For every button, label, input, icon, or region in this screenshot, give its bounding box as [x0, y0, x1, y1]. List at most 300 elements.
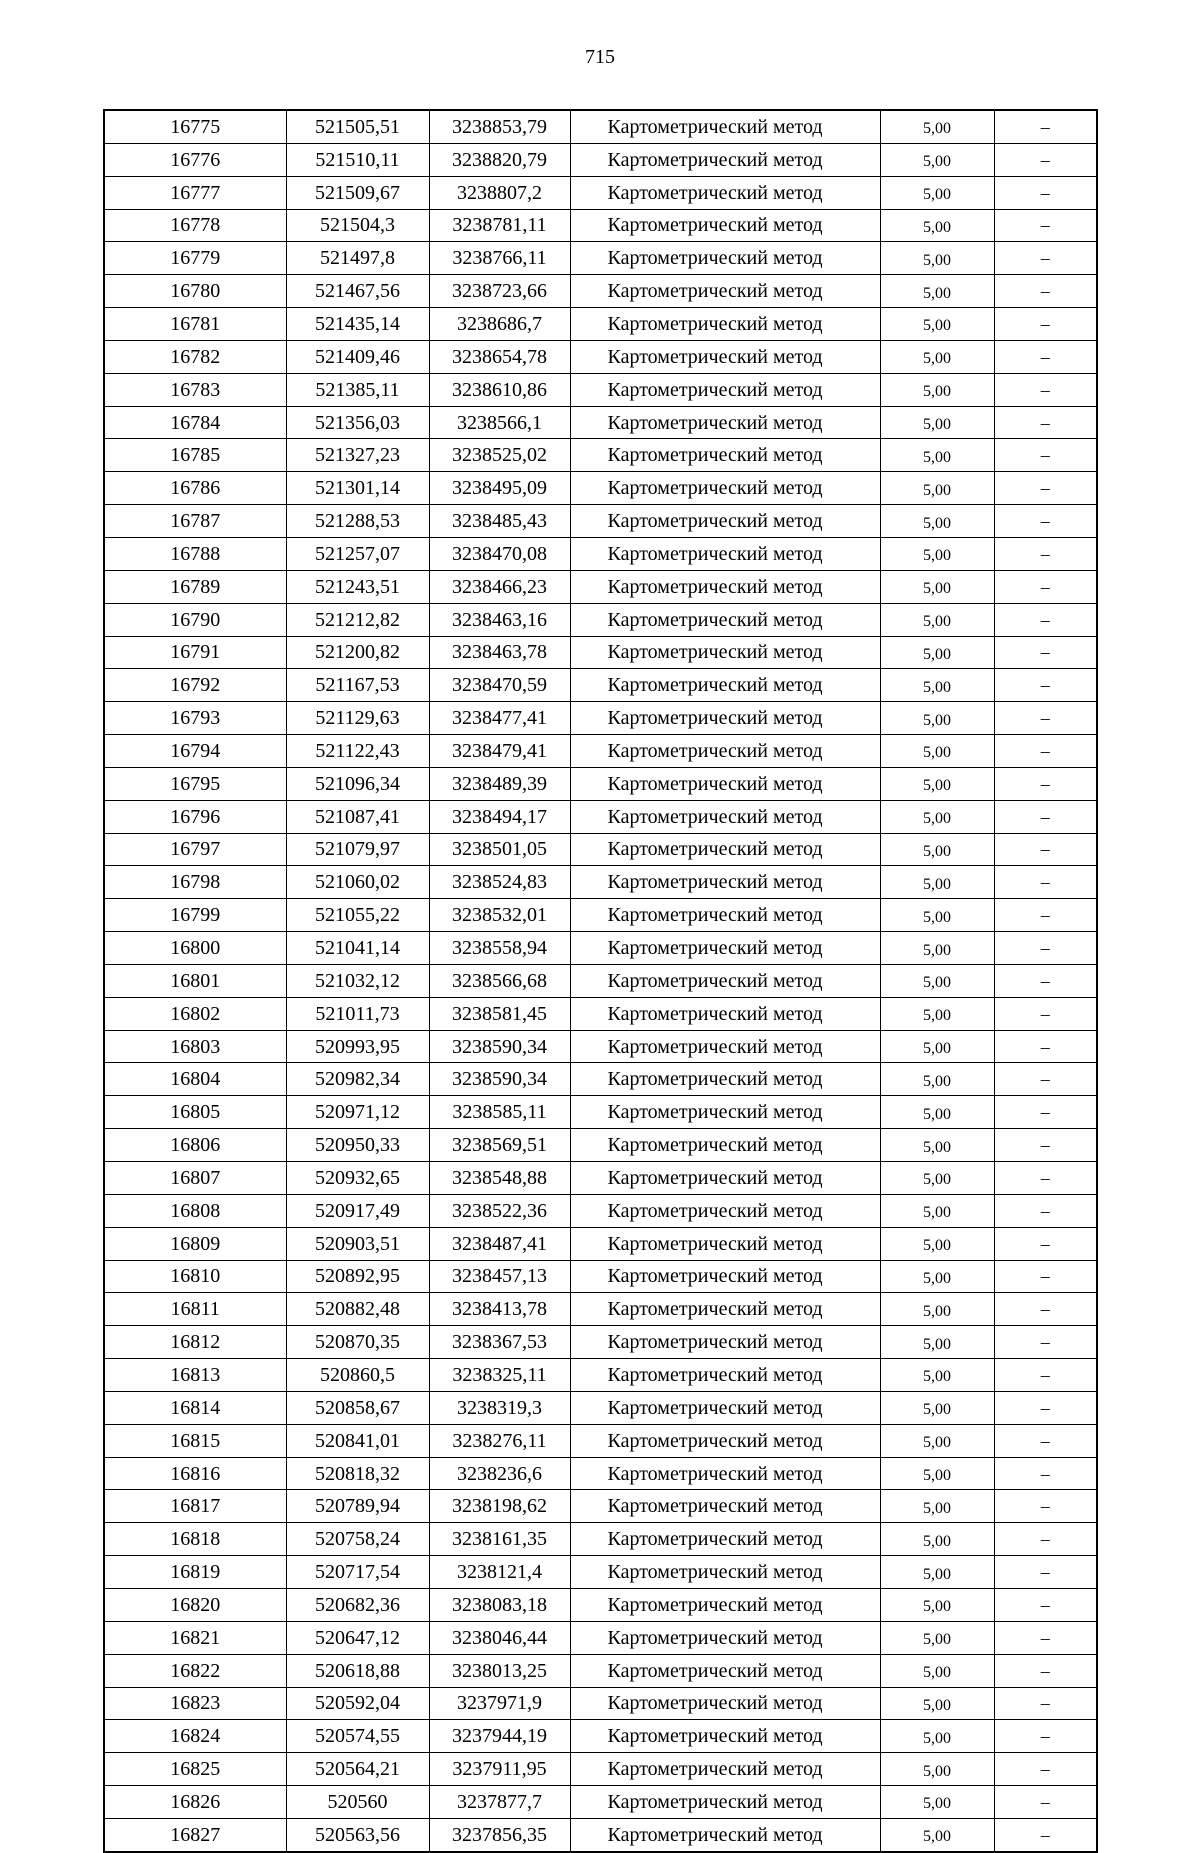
error-cell: 5,00	[880, 1063, 994, 1096]
note-cell: –	[994, 439, 1097, 472]
y-coordinate-cell: 3238479,41	[429, 735, 570, 768]
table-row	[104, 1687, 1097, 1720]
table-row	[104, 1293, 1097, 1326]
method-cell: Картометрический метод	[570, 472, 880, 505]
x-coordinate-cell: 521257,07	[286, 537, 429, 570]
table-row	[104, 110, 1097, 143]
point-number-cell: 16787	[104, 505, 286, 538]
error-cell: 5,00	[880, 406, 994, 439]
note-cell: –	[994, 702, 1097, 735]
x-coordinate-cell: 520917,49	[286, 1194, 429, 1227]
x-coordinate-cell: 521435,14	[286, 308, 429, 341]
y-coordinate-cell: 3238590,34	[429, 1063, 570, 1096]
y-coordinate-cell: 3238522,36	[429, 1194, 570, 1227]
table-row	[104, 1556, 1097, 1589]
method-cell: Картометрический метод	[570, 1753, 880, 1786]
note-cell: –	[994, 1654, 1097, 1687]
error-cell: 5,00	[880, 1818, 994, 1851]
x-coordinate-cell: 520858,67	[286, 1391, 429, 1424]
method-cell: Картометрический метод	[570, 1096, 880, 1129]
table-row	[104, 1359, 1097, 1392]
method-cell: Картометрический метод	[570, 1326, 880, 1359]
point-number-cell: 16815	[104, 1424, 286, 1457]
method-cell: Картометрический метод	[570, 767, 880, 800]
method-cell: Картометрический метод	[570, 110, 880, 143]
point-number-cell: 16826	[104, 1786, 286, 1819]
y-coordinate-cell: 3238853,79	[429, 110, 570, 143]
method-cell: Картометрический метод	[570, 1621, 880, 1654]
point-number-cell: 16794	[104, 735, 286, 768]
note-cell: –	[994, 1096, 1097, 1129]
table-row	[104, 1818, 1097, 1851]
table-row	[104, 636, 1097, 669]
note-cell: –	[994, 1162, 1097, 1195]
table-row	[104, 669, 1097, 702]
error-cell: 5,00	[880, 1096, 994, 1129]
x-coordinate-cell: 520592,04	[286, 1687, 429, 1720]
x-coordinate-cell: 520950,33	[286, 1129, 429, 1162]
method-cell: Картометрический метод	[570, 176, 880, 209]
point-number-cell: 16801	[104, 964, 286, 997]
method-cell: Картометрический метод	[570, 406, 880, 439]
x-coordinate-cell: 520564,21	[286, 1753, 429, 1786]
x-coordinate-cell: 520789,94	[286, 1490, 429, 1523]
error-cell: 5,00	[880, 800, 994, 833]
x-coordinate-cell: 521055,22	[286, 899, 429, 932]
x-coordinate-cell: 521200,82	[286, 636, 429, 669]
note-cell: –	[994, 406, 1097, 439]
table-row	[104, 439, 1097, 472]
error-cell: 5,00	[880, 702, 994, 735]
table-row	[104, 1457, 1097, 1490]
method-cell: Картометрический метод	[570, 1129, 880, 1162]
table-row	[104, 1194, 1097, 1227]
x-coordinate-cell: 520903,51	[286, 1227, 429, 1260]
y-coordinate-cell: 3238807,2	[429, 176, 570, 209]
error-cell: 5,00	[880, 1129, 994, 1162]
note-cell: –	[994, 505, 1097, 538]
table-row	[104, 176, 1097, 209]
note-cell: –	[994, 669, 1097, 702]
note-cell: –	[994, 143, 1097, 176]
error-cell: 5,00	[880, 866, 994, 899]
method-cell: Картометрический метод	[570, 1687, 880, 1720]
method-cell: Картометрический метод	[570, 1030, 880, 1063]
x-coordinate-cell: 521167,53	[286, 669, 429, 702]
x-coordinate-cell: 521356,03	[286, 406, 429, 439]
x-coordinate-cell: 520647,12	[286, 1621, 429, 1654]
method-cell: Картометрический метод	[570, 242, 880, 275]
error-cell: 5,00	[880, 143, 994, 176]
note-cell: –	[994, 570, 1097, 603]
y-coordinate-cell: 3238781,11	[429, 209, 570, 242]
x-coordinate-cell: 520932,65	[286, 1162, 429, 1195]
method-cell: Картометрический метод	[570, 1359, 880, 1392]
table-row	[104, 340, 1097, 373]
y-coordinate-cell: 3238463,16	[429, 603, 570, 636]
note-cell: –	[994, 1359, 1097, 1392]
x-coordinate-cell: 520574,55	[286, 1720, 429, 1753]
table-row	[104, 406, 1097, 439]
y-coordinate-cell: 3238532,01	[429, 899, 570, 932]
table-row	[104, 275, 1097, 308]
method-cell: Картометрический метод	[570, 603, 880, 636]
note-cell: –	[994, 1030, 1097, 1063]
point-number-cell: 16803	[104, 1030, 286, 1063]
y-coordinate-cell: 3238489,39	[429, 767, 570, 800]
error-cell: 5,00	[880, 1227, 994, 1260]
table-row	[104, 866, 1097, 899]
method-cell: Картометрический метод	[570, 308, 880, 341]
table-row	[104, 242, 1097, 275]
table-row	[104, 1424, 1097, 1457]
error-cell: 5,00	[880, 1556, 994, 1589]
y-coordinate-cell: 3238236,6	[429, 1457, 570, 1490]
note-cell: –	[994, 833, 1097, 866]
table-row	[104, 964, 1097, 997]
y-coordinate-cell: 3238319,3	[429, 1391, 570, 1424]
point-number-cell: 16789	[104, 570, 286, 603]
y-coordinate-cell: 3238477,41	[429, 702, 570, 735]
x-coordinate-cell: 520993,95	[286, 1030, 429, 1063]
error-cell: 5,00	[880, 1030, 994, 1063]
method-cell: Картометрический метод	[570, 702, 880, 735]
method-cell: Картометрический метод	[570, 636, 880, 669]
error-cell: 5,00	[880, 1359, 994, 1392]
method-cell: Картометрический метод	[570, 833, 880, 866]
method-cell: Картометрический метод	[570, 1523, 880, 1556]
y-coordinate-cell: 3238485,43	[429, 505, 570, 538]
point-number-cell: 16788	[104, 537, 286, 570]
x-coordinate-cell: 521129,63	[286, 702, 429, 735]
method-cell: Картометрический метод	[570, 275, 880, 308]
error-cell: 5,00	[880, 439, 994, 472]
point-number-cell: 16781	[104, 308, 286, 341]
note-cell: –	[994, 176, 1097, 209]
table-row	[104, 1523, 1097, 1556]
method-cell: Картометрический метод	[570, 1786, 880, 1819]
error-cell: 5,00	[880, 997, 994, 1030]
y-coordinate-cell: 3238766,11	[429, 242, 570, 275]
note-cell: –	[994, 997, 1097, 1030]
note-cell: –	[994, 1326, 1097, 1359]
error-cell: 5,00	[880, 1621, 994, 1654]
error-cell: 5,00	[880, 669, 994, 702]
y-coordinate-cell: 3238121,4	[429, 1556, 570, 1589]
error-cell: 5,00	[880, 767, 994, 800]
error-cell: 5,00	[880, 537, 994, 570]
method-cell: Картометрический метод	[570, 570, 880, 603]
table-row	[104, 997, 1097, 1030]
table-row	[104, 1753, 1097, 1786]
x-coordinate-cell: 520860,5	[286, 1359, 429, 1392]
error-cell: 5,00	[880, 1424, 994, 1457]
method-cell: Картометрический метод	[570, 439, 880, 472]
note-cell: –	[994, 275, 1097, 308]
x-coordinate-cell: 520971,12	[286, 1096, 429, 1129]
table-row	[104, 1621, 1097, 1654]
y-coordinate-cell: 3238470,08	[429, 537, 570, 570]
point-number-cell: 16813	[104, 1359, 286, 1392]
y-coordinate-cell: 3238413,78	[429, 1293, 570, 1326]
y-coordinate-cell: 3238325,11	[429, 1359, 570, 1392]
error-cell: 5,00	[880, 1720, 994, 1753]
point-number-cell: 16778	[104, 209, 286, 242]
method-cell: Картометрический метод	[570, 800, 880, 833]
method-cell: Картометрический метод	[570, 1260, 880, 1293]
error-cell: 5,00	[880, 110, 994, 143]
table-row	[104, 373, 1097, 406]
y-coordinate-cell: 3238610,86	[429, 373, 570, 406]
method-cell: Картометрический метод	[570, 964, 880, 997]
table-row	[104, 209, 1097, 242]
point-number-cell: 16811	[104, 1293, 286, 1326]
y-coordinate-cell: 3238457,13	[429, 1260, 570, 1293]
x-coordinate-cell: 520982,34	[286, 1063, 429, 1096]
table-row	[104, 1063, 1097, 1096]
note-cell: –	[994, 1687, 1097, 1720]
point-number-cell: 16800	[104, 932, 286, 965]
note-cell: –	[994, 537, 1097, 570]
point-number-cell: 16827	[104, 1818, 286, 1851]
note-cell: –	[994, 1129, 1097, 1162]
table-row	[104, 1588, 1097, 1621]
error-cell: 5,00	[880, 1293, 994, 1326]
error-cell: 5,00	[880, 964, 994, 997]
error-cell: 5,00	[880, 833, 994, 866]
note-cell: –	[994, 1227, 1097, 1260]
note-cell: –	[994, 767, 1097, 800]
note-cell: –	[994, 1490, 1097, 1523]
point-number-cell: 16822	[104, 1654, 286, 1687]
method-cell: Картометрический метод	[570, 1162, 880, 1195]
error-cell: 5,00	[880, 1588, 994, 1621]
table-row	[104, 1260, 1097, 1293]
error-cell: 5,00	[880, 570, 994, 603]
point-number-cell: 16802	[104, 997, 286, 1030]
y-coordinate-cell: 3238470,59	[429, 669, 570, 702]
note-cell: –	[994, 1786, 1097, 1819]
note-cell: –	[994, 340, 1097, 373]
coordinates-table	[103, 109, 1098, 1853]
y-coordinate-cell: 3238566,1	[429, 406, 570, 439]
method-cell: Картометрический метод	[570, 373, 880, 406]
error-cell: 5,00	[880, 308, 994, 341]
error-cell: 5,00	[880, 1162, 994, 1195]
error-cell: 5,00	[880, 209, 994, 242]
table-row	[104, 1030, 1097, 1063]
table-row	[104, 767, 1097, 800]
note-cell: –	[994, 472, 1097, 505]
method-cell: Картометрический метод	[570, 735, 880, 768]
error-cell: 5,00	[880, 1687, 994, 1720]
table-row	[104, 1227, 1097, 1260]
x-coordinate-cell: 520892,95	[286, 1260, 429, 1293]
table-row	[104, 472, 1097, 505]
point-number-cell: 16812	[104, 1326, 286, 1359]
point-number-cell: 16783	[104, 373, 286, 406]
x-coordinate-cell: 521327,23	[286, 439, 429, 472]
y-coordinate-cell: 3238501,05	[429, 833, 570, 866]
point-number-cell: 16792	[104, 669, 286, 702]
table-row	[104, 899, 1097, 932]
table-row	[104, 1786, 1097, 1819]
error-cell: 5,00	[880, 1654, 994, 1687]
point-number-cell: 16785	[104, 439, 286, 472]
point-number-cell: 16786	[104, 472, 286, 505]
method-cell: Картометрический метод	[570, 1720, 880, 1753]
note-cell: –	[994, 242, 1097, 275]
point-number-cell: 16797	[104, 833, 286, 866]
note-cell: –	[994, 735, 1097, 768]
y-coordinate-cell: 3237911,95	[429, 1753, 570, 1786]
error-cell: 5,00	[880, 1786, 994, 1819]
x-coordinate-cell: 520563,56	[286, 1818, 429, 1851]
y-coordinate-cell: 3238820,79	[429, 143, 570, 176]
point-number-cell: 16799	[104, 899, 286, 932]
y-coordinate-cell: 3238686,7	[429, 308, 570, 341]
table-row	[104, 308, 1097, 341]
note-cell: –	[994, 1588, 1097, 1621]
point-number-cell: 16810	[104, 1260, 286, 1293]
y-coordinate-cell: 3238654,78	[429, 340, 570, 373]
error-cell: 5,00	[880, 1391, 994, 1424]
error-cell: 5,00	[880, 1753, 994, 1786]
error-cell: 5,00	[880, 176, 994, 209]
note-cell: –	[994, 373, 1097, 406]
note-cell: –	[994, 800, 1097, 833]
error-cell: 5,00	[880, 242, 994, 275]
x-coordinate-cell: 521385,11	[286, 373, 429, 406]
y-coordinate-cell: 3238466,23	[429, 570, 570, 603]
y-coordinate-cell: 3238083,18	[429, 1588, 570, 1621]
x-coordinate-cell: 521032,12	[286, 964, 429, 997]
x-coordinate-cell: 521096,34	[286, 767, 429, 800]
table-row	[104, 800, 1097, 833]
point-number-cell: 16819	[104, 1556, 286, 1589]
error-cell: 5,00	[880, 1523, 994, 1556]
method-cell: Картометрический метод	[570, 1490, 880, 1523]
point-number-cell: 16795	[104, 767, 286, 800]
error-cell: 5,00	[880, 340, 994, 373]
method-cell: Картометрический метод	[570, 1391, 880, 1424]
method-cell: Картометрический метод	[570, 1588, 880, 1621]
note-cell: –	[994, 899, 1097, 932]
error-cell: 5,00	[880, 932, 994, 965]
error-cell: 5,00	[880, 899, 994, 932]
table-row	[104, 1654, 1097, 1687]
y-coordinate-cell: 3238525,02	[429, 439, 570, 472]
note-cell: –	[994, 1720, 1097, 1753]
x-coordinate-cell: 521011,73	[286, 997, 429, 1030]
table-row	[104, 1129, 1097, 1162]
table-row	[104, 143, 1097, 176]
y-coordinate-cell: 3238548,88	[429, 1162, 570, 1195]
page-number: 715	[585, 46, 615, 68]
y-coordinate-cell: 3238276,11	[429, 1424, 570, 1457]
table-row	[104, 1391, 1097, 1424]
table-row	[104, 702, 1097, 735]
table-row	[104, 603, 1097, 636]
y-coordinate-cell: 3238558,94	[429, 932, 570, 965]
point-number-cell: 16820	[104, 1588, 286, 1621]
table-row	[104, 570, 1097, 603]
x-coordinate-cell: 521079,97	[286, 833, 429, 866]
note-cell: –	[994, 1523, 1097, 1556]
table-row	[104, 833, 1097, 866]
method-cell: Картометрический метод	[570, 143, 880, 176]
table-row	[104, 1326, 1097, 1359]
method-cell: Картометрический метод	[570, 997, 880, 1030]
note-cell: –	[994, 1293, 1097, 1326]
method-cell: Картометрический метод	[570, 505, 880, 538]
point-number-cell: 16776	[104, 143, 286, 176]
point-number-cell: 16775	[104, 110, 286, 143]
point-number-cell: 16782	[104, 340, 286, 373]
point-number-cell: 16791	[104, 636, 286, 669]
point-number-cell: 16807	[104, 1162, 286, 1195]
method-cell: Картометрический метод	[570, 899, 880, 932]
x-coordinate-cell: 520618,88	[286, 1654, 429, 1687]
y-coordinate-cell: 3238013,25	[429, 1654, 570, 1687]
note-cell: –	[994, 964, 1097, 997]
method-cell: Картометрический метод	[570, 1556, 880, 1589]
method-cell: Картометрический метод	[570, 209, 880, 242]
note-cell: –	[994, 1621, 1097, 1654]
point-number-cell: 16806	[104, 1129, 286, 1162]
x-coordinate-cell: 521087,41	[286, 800, 429, 833]
x-coordinate-cell: 521041,14	[286, 932, 429, 965]
error-cell: 5,00	[880, 1326, 994, 1359]
error-cell: 5,00	[880, 505, 994, 538]
table-row	[104, 1720, 1097, 1753]
y-coordinate-cell: 3237944,19	[429, 1720, 570, 1753]
method-cell: Картометрический метод	[570, 537, 880, 570]
point-number-cell: 16823	[104, 1687, 286, 1720]
error-cell: 5,00	[880, 1260, 994, 1293]
error-cell: 5,00	[880, 735, 994, 768]
x-coordinate-cell: 520682,36	[286, 1588, 429, 1621]
error-cell: 5,00	[880, 373, 994, 406]
point-number-cell: 16808	[104, 1194, 286, 1227]
point-number-cell: 16804	[104, 1063, 286, 1096]
table-row	[104, 1096, 1097, 1129]
point-number-cell: 16805	[104, 1096, 286, 1129]
method-cell: Картометрический метод	[570, 1194, 880, 1227]
x-coordinate-cell: 521122,43	[286, 735, 429, 768]
x-coordinate-cell: 521505,51	[286, 110, 429, 143]
x-coordinate-cell: 521497,8	[286, 242, 429, 275]
y-coordinate-cell: 3238581,45	[429, 997, 570, 1030]
x-coordinate-cell: 520560	[286, 1786, 429, 1819]
note-cell: –	[994, 1556, 1097, 1589]
point-number-cell: 16790	[104, 603, 286, 636]
point-number-cell: 16818	[104, 1523, 286, 1556]
error-cell: 5,00	[880, 1194, 994, 1227]
note-cell: –	[994, 1457, 1097, 1490]
x-coordinate-cell: 520818,32	[286, 1457, 429, 1490]
y-coordinate-cell: 3237877,7	[429, 1786, 570, 1819]
method-cell: Картометрический метод	[570, 1654, 880, 1687]
y-coordinate-cell: 3238569,51	[429, 1129, 570, 1162]
note-cell: –	[994, 932, 1097, 965]
table-row	[104, 1162, 1097, 1195]
note-cell: –	[994, 1063, 1097, 1096]
point-number-cell: 16780	[104, 275, 286, 308]
y-coordinate-cell: 3238494,17	[429, 800, 570, 833]
y-coordinate-cell: 3237971,9	[429, 1687, 570, 1720]
y-coordinate-cell: 3238495,09	[429, 472, 570, 505]
